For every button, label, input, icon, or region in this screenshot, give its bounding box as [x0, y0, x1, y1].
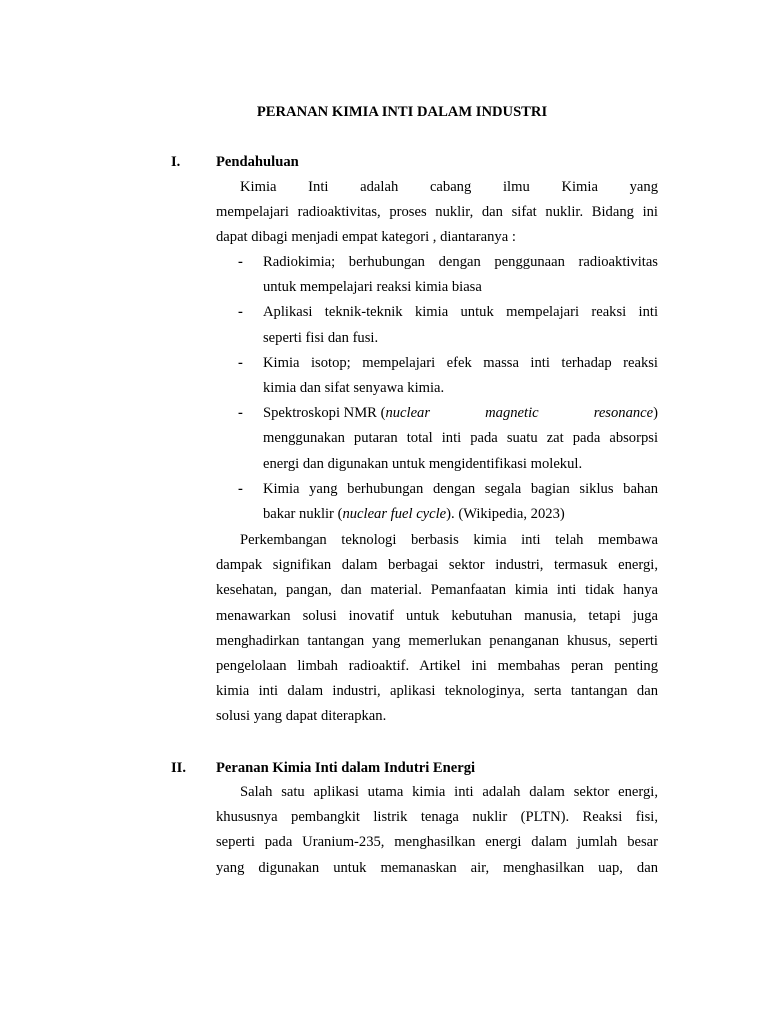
list-item-line: kimia dan sifat senyawa kimia.: [263, 380, 445, 397]
development-paragraph: [216, 528, 658, 730]
list-item: [216, 300, 658, 350]
bullet-marker: -: [238, 405, 243, 422]
section-heading: Peranan Kimia Inti dalam Indutri Energi: [216, 760, 476, 776]
intro-paragraph: [216, 175, 658, 251]
paragraph-line: pengelolaan limbah radioaktif. Artikel ini membahas peran penting: [216, 658, 658, 675]
list-item-line: Aplikasi teknik-teknik kimia untuk mempelajari reaksi inti: [263, 304, 658, 321]
list-item: [216, 351, 658, 401]
text-fragment: ): [653, 405, 658, 422]
energy-paragraph: [216, 780, 658, 881]
list-item-line: menggunakan putaran total inti pada suatu zat pada absorpsi: [263, 430, 658, 447]
section-number: I.: [171, 154, 181, 170]
bullet-marker: -: [238, 354, 243, 371]
paragraph-line: kimia inti dalam industri, aplikasi teknologinya, serta tantangan dan: [216, 683, 658, 700]
paragraph-line: yang digunakan untuk memanaskan air, menghasilkan uap, dan: [216, 859, 658, 876]
paragraph-line: dapat dibagi menjadi empat kategori , diantaranya :: [216, 229, 516, 246]
paragraph-line: seperti pada Uranium-235, menghasilkan energi dalam jumlah besar: [216, 834, 658, 851]
italic-term: resonance: [593, 405, 654, 422]
paragraph-line: khususnya pembangkit listrik tenaga nuklir (PLTN). Reaksi fisi,: [216, 809, 658, 826]
list-item-line: seperti fisi dan fusi.: [263, 329, 379, 346]
paragraph-line: Salah satu aplikasi utama kimia inti adalah dalam sektor energi,: [240, 784, 658, 800]
italic-term: magnetic: [485, 405, 539, 422]
text-fragment: ). (Wikipedia, 2023): [446, 506, 565, 523]
paragraph-line: mempelajari radioaktivitas, proses nuklir, dan sifat nuklir. Bidang ini: [216, 204, 658, 221]
italic-term: nuclear fuel cycle: [342, 506, 447, 523]
paragraph-line: Perkembangan teknologi berbasis kimia inti telah membawa: [240, 532, 658, 548]
list-item-line: Radiokimia; berhubungan dengan penggunaan radioaktivitas: [263, 254, 658, 270]
list-item-line: untuk mempelajari reaksi kimia biasa: [263, 279, 482, 296]
document-title: PERANAN KIMIA INTI DALAM INDUSTRI: [256, 104, 548, 120]
bullet-marker: -: [238, 480, 243, 497]
section-number: II.: [171, 760, 187, 776]
bullet-marker: -: [238, 304, 243, 321]
list-item: [216, 477, 658, 527]
paragraph-line: Kimia Inti adalah cabang ilmu Kimia yang: [240, 179, 658, 195]
list-item-line: [263, 502, 658, 527]
section-heading: Pendahuluan: [216, 154, 299, 170]
text-fragment: Spektroskopi NMR (: [263, 405, 386, 422]
list-item-line: Kimia yang berhubungan dengan segala bagian siklus bahan: [263, 480, 658, 497]
nmr-last-part: [594, 401, 658, 426]
paragraph-line: kesehatan, pangan, dan material. Pemanfaatan kimia inti tidak hanya: [216, 582, 658, 599]
italic-term: nuclear: [385, 405, 431, 422]
paragraph-line: dampak signifikan dalam berbagai sektor industri, termasuk energi,: [216, 557, 658, 574]
bullet-marker: -: [238, 254, 243, 270]
text-fragment: bakar nuklir (: [263, 506, 343, 523]
paragraph-line: solusi yang dapat diterapkan.: [216, 708, 387, 725]
list-item-line: energi dan digunakan untuk mengidentifikasi molekul.: [263, 455, 583, 472]
list-item-line: Kimia isotop; mempelajari efek massa inti terhadap reaksi: [263, 354, 658, 371]
nmr-first-part: [263, 401, 430, 426]
list-item: [216, 250, 658, 300]
paragraph-line: menghadirkan tantangan yang memerlukan penanganan khusus, seperti: [216, 632, 658, 649]
paragraph-line: menawarkan solusi inovatif untuk kebutuhan manusia, tetapi juga: [216, 607, 658, 624]
category-list: [216, 250, 658, 527]
list-item-line: [263, 401, 658, 426]
list-item: [216, 401, 658, 477]
